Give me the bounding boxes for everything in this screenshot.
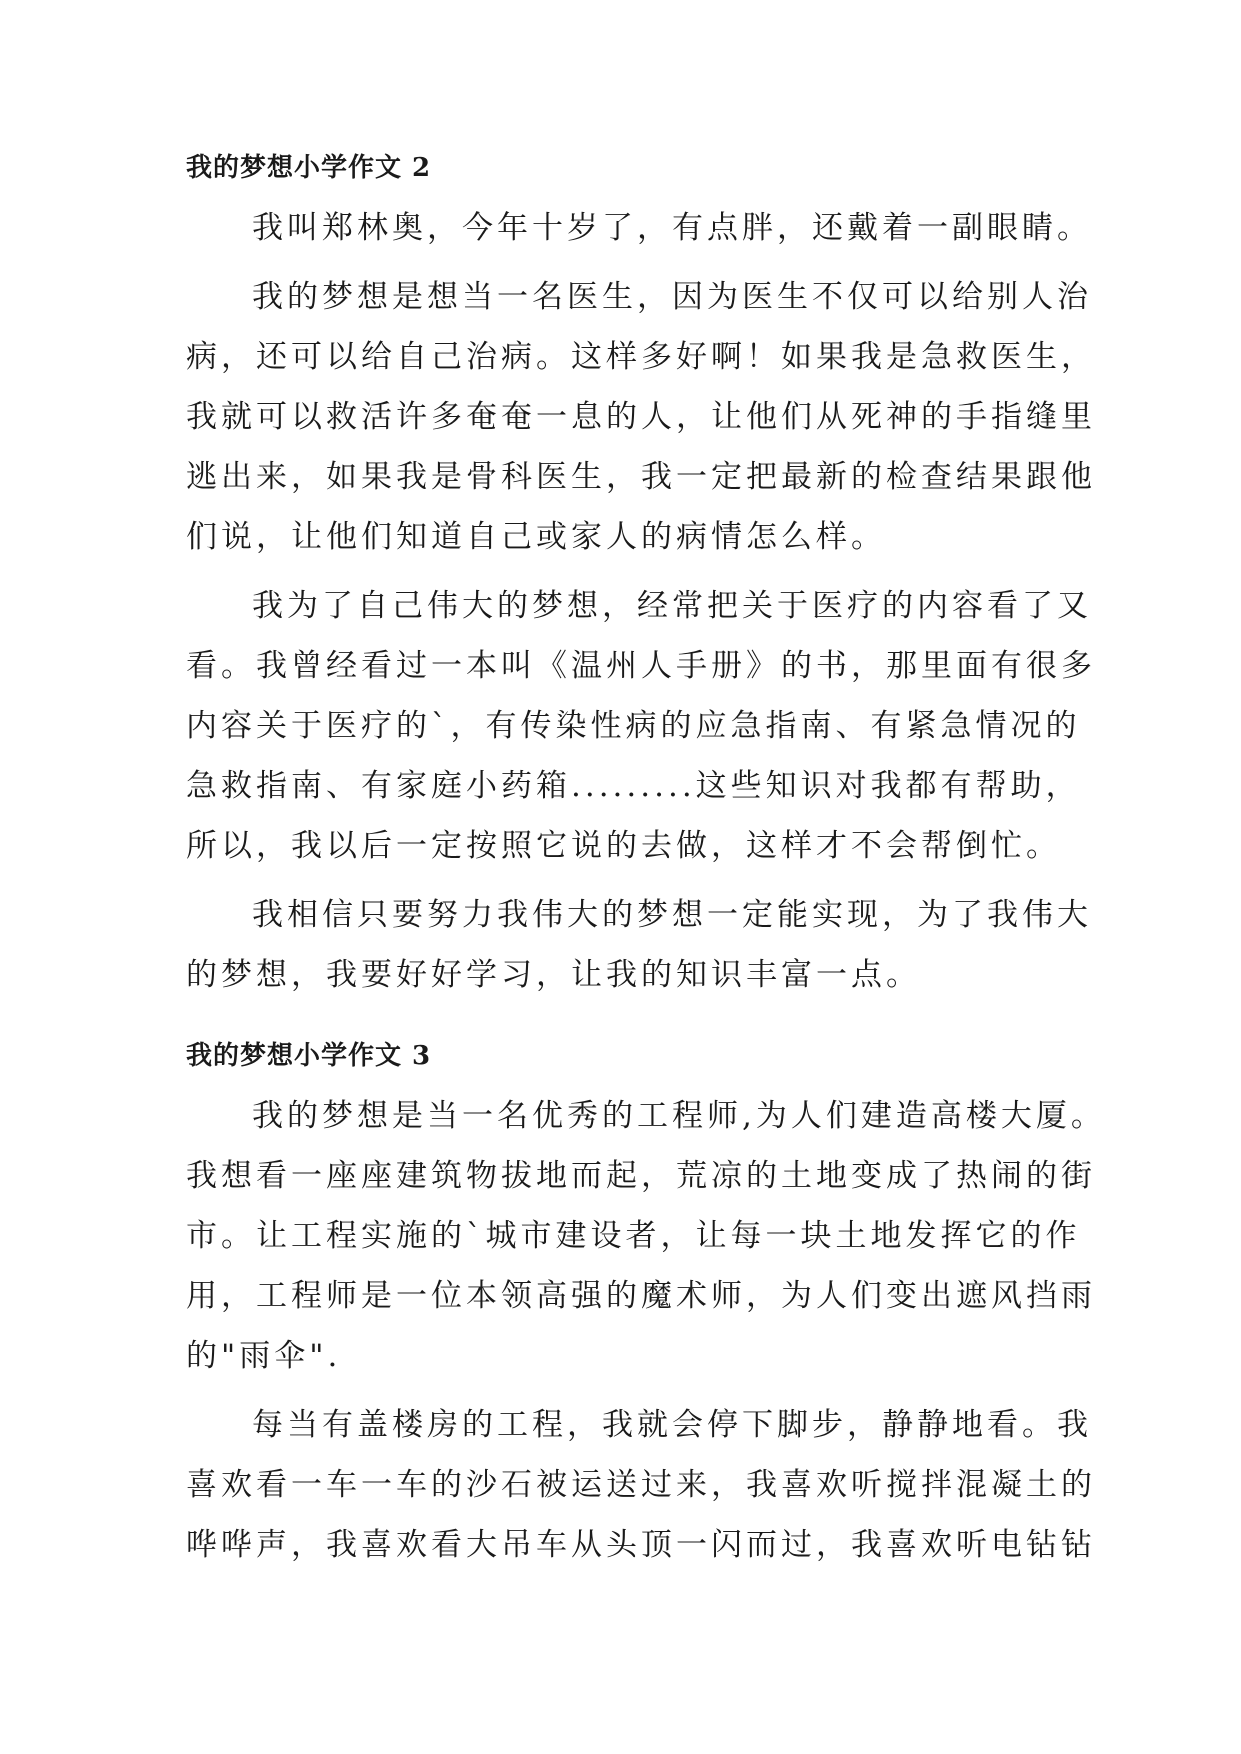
text-line: 我相信只要努力我伟大的梦想一定能实现，为了我伟大 [252,897,1092,933]
essay-section-3 [186,1036,1106,1584]
paragraph [186,1086,1106,1386]
paragraph [186,576,1096,876]
paragraph [186,1395,1096,1575]
text-line: 急救指南、有家庭小药箱.........这些知识对我都有帮助， [186,768,1081,804]
text-line: 我想看一座座建筑物拔地而起，荒凉的土地变成了热闹的街 [186,1158,1096,1194]
text-line: 内容关于医疗的`，有传染性病的应急指南、有紧急情况的 [186,708,1081,744]
essay-section-2 [186,148,1096,1014]
text-line: 市。让工程实施的`城市建设者，让每一块土地发挥它的作 [186,1218,1081,1254]
text-line: 哗哗声，我喜欢看大吊车从头顶一闪而过，我喜欢听电钻钻 [186,1527,1096,1563]
text-line: 我就可以救活许多奄奄一息的人，让他们从死神的手指缝里 [186,399,1096,435]
text-line: 们说，让他们知道自己或家人的病情怎么样。 [186,519,886,555]
text-line: 我为了自己伟大的梦想，经常把关于医疗的内容看了又 [252,588,1092,624]
text-line: 病，还可以给自己治病。这样多好啊！如果我是急救医生， [186,339,1096,375]
section-heading: 我的梦想小学作文 3 [186,1041,432,1071]
text-line: 所以，我以后一定按照它说的去做，这样才不会帮倒忙。 [186,828,1061,864]
text-line: 每当有盖楼房的工程，我就会停下脚步，静静地看。我 [252,1407,1092,1443]
text-line: 用，工程师是一位本领高强的魔术师，为人们变出遮风挡雨 [186,1278,1096,1314]
text-line: 喜欢看一车一车的沙石被运送过来，我喜欢听搅拌混凝土的 [186,1467,1096,1503]
text-line: 逃出来，如果我是骨科医生，我一定把最新的检查结果跟他 [186,459,1096,495]
text-line: 的"雨伞". [186,1338,342,1374]
section-heading: 我的梦想小学作文 2 [186,153,432,183]
text-line: 看。我曾经看过一本叫《温州人手册》的书，那里面有很多 [186,648,1096,684]
paragraph [186,267,1096,567]
text-line: 我的梦想是当一名优秀的工程师,为人们建造高楼大厦。 [252,1098,1106,1134]
paragraph [186,885,1092,1005]
paragraph [186,198,1092,258]
text-line: 我叫郑林奥，今年十岁了，有点胖，还戴着一副眼睛。 [252,210,1092,246]
text-line: 我的梦想是想当一名医生，因为医生不仅可以给别人治 [252,279,1092,315]
text-line: 的梦想，我要好好学习，让我的知识丰富一点。 [186,957,921,993]
